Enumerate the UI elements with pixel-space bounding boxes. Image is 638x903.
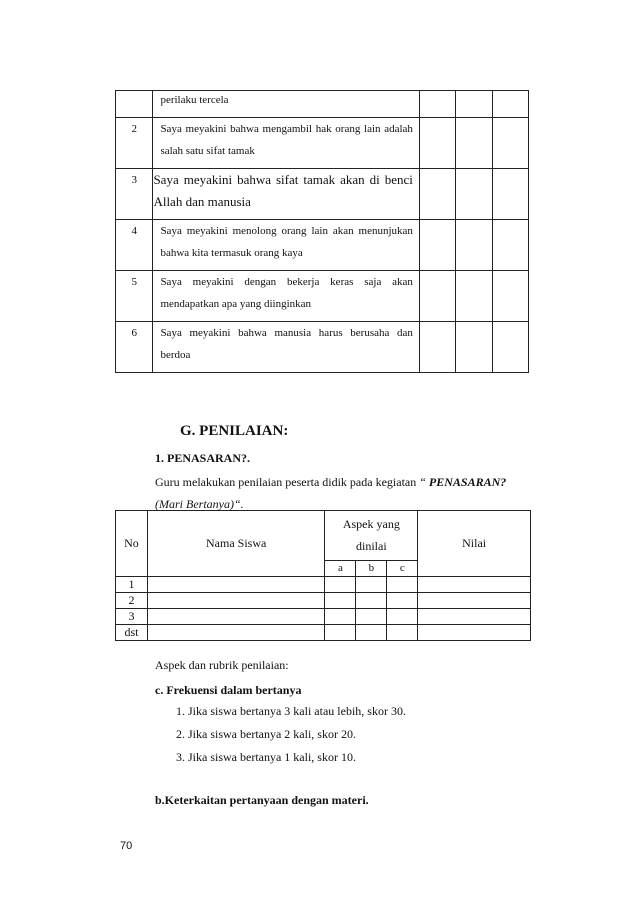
- description-paragraph: [155, 471, 535, 515]
- row-number: 1: [116, 577, 148, 593]
- check-cell: [456, 322, 492, 373]
- subheader-a: a: [325, 560, 356, 577]
- check-cell: [492, 169, 528, 220]
- para-bold: PENASARAN?: [428, 475, 507, 489]
- row-number: [116, 91, 153, 118]
- statement-text: Saya meyakini menolong orang lain akan menunjukan bahwa kita termasuk orang kaya: [153, 220, 419, 271]
- cell: [418, 625, 531, 641]
- table-row: [116, 577, 531, 593]
- table-row: [116, 91, 529, 118]
- section-heading: G. PENILAIAN:: [180, 423, 289, 439]
- cell: [356, 593, 387, 609]
- check-cell: [456, 118, 492, 169]
- cell: [147, 577, 324, 593]
- row-number: 2: [116, 118, 153, 169]
- table-row: [116, 220, 529, 271]
- check-cell: [492, 322, 528, 373]
- list-item: 1. Jika siswa bertanya 3 kali atau lebih, skor 30.: [176, 704, 406, 718]
- header-no: No: [116, 511, 148, 577]
- check-cell: [419, 118, 455, 169]
- subsection-title: 1. PENASARAN?.: [155, 451, 251, 465]
- cell: [387, 609, 418, 625]
- cell: [387, 593, 418, 609]
- criteria-c-list: [176, 700, 406, 769]
- cell: [325, 577, 356, 593]
- row-number: 6: [116, 322, 153, 373]
- cell: [418, 609, 531, 625]
- check-cell: [419, 169, 455, 220]
- para-italic: (Mari Bertanya)“.: [155, 497, 244, 511]
- table-row: [116, 609, 531, 625]
- list-item: 3. Jika siswa bertanya 1 kali, skor 10.: [176, 750, 356, 764]
- check-cell: [492, 271, 528, 322]
- cell: [325, 593, 356, 609]
- check-cell: [419, 220, 455, 271]
- page-number: 70: [120, 840, 133, 852]
- header-nama: Nama Siswa: [147, 511, 324, 577]
- row-number: dst: [116, 625, 148, 641]
- cell: [418, 593, 531, 609]
- cell: [356, 625, 387, 641]
- cell: [147, 625, 324, 641]
- row-number: 4: [116, 220, 153, 271]
- statement-text: Saya meyakini bahwa sifat tamak akan di benci Allah dan manusia: [153, 169, 419, 220]
- cell: [387, 625, 418, 641]
- assessment-table: [115, 510, 531, 641]
- row-number: 5: [116, 271, 153, 322]
- statement-table: [115, 90, 529, 373]
- table-header-row: [116, 511, 531, 561]
- table-row: [116, 271, 529, 322]
- cell: [387, 577, 418, 593]
- para-quote-open: “: [419, 475, 429, 489]
- cell: [147, 593, 324, 609]
- rubric-intro: Aspek dan rubrik penilaian:: [155, 658, 289, 672]
- table-row: [116, 625, 531, 641]
- subheader-b: b: [356, 560, 387, 577]
- cell: [356, 577, 387, 593]
- table-row: [116, 118, 529, 169]
- check-cell: [456, 220, 492, 271]
- check-cell: [456, 91, 492, 118]
- table-row: [116, 593, 531, 609]
- cell: [418, 577, 531, 593]
- criteria-b-title: b.Keterkaitan pertanyaan dengan materi.: [155, 793, 369, 807]
- para-text: Guru melakukan penilaian peserta didik pada kegiatan: [155, 475, 420, 489]
- check-cell: [419, 271, 455, 322]
- table-row: [116, 322, 529, 373]
- check-cell: [419, 322, 455, 373]
- check-cell: [492, 220, 528, 271]
- check-cell: [419, 91, 455, 118]
- row-number: 3: [116, 169, 153, 220]
- header-nilai: Nilai: [418, 511, 531, 577]
- header-aspek: Aspek yang dinilai: [325, 511, 418, 561]
- table-row: [116, 169, 529, 220]
- cell: [325, 609, 356, 625]
- statement-text: perilaku tercela: [153, 91, 419, 118]
- check-cell: [456, 169, 492, 220]
- check-cell: [492, 91, 528, 118]
- statement-text: Saya meyakini dengan bekerja keras saja akan mendapatkan apa yang diinginkan: [153, 271, 419, 322]
- cell: [147, 609, 324, 625]
- row-number: 2: [116, 593, 148, 609]
- row-number: 3: [116, 609, 148, 625]
- statement-text: Saya meyakini bahwa manusia harus berusaha dan berdoa: [153, 322, 419, 373]
- cell: [325, 625, 356, 641]
- check-cell: [456, 271, 492, 322]
- subheader-c: c: [387, 560, 418, 577]
- criteria-c-title: c. Frekuensi dalam bertanya: [155, 683, 302, 697]
- statement-text: Saya meyakini bahwa mengambil hak orang lain adalah salah satu sifat tamak: [153, 118, 419, 169]
- cell: [356, 609, 387, 625]
- list-item: 2. Jika siswa bertanya 2 kali, skor 20.: [176, 727, 356, 741]
- check-cell: [492, 118, 528, 169]
